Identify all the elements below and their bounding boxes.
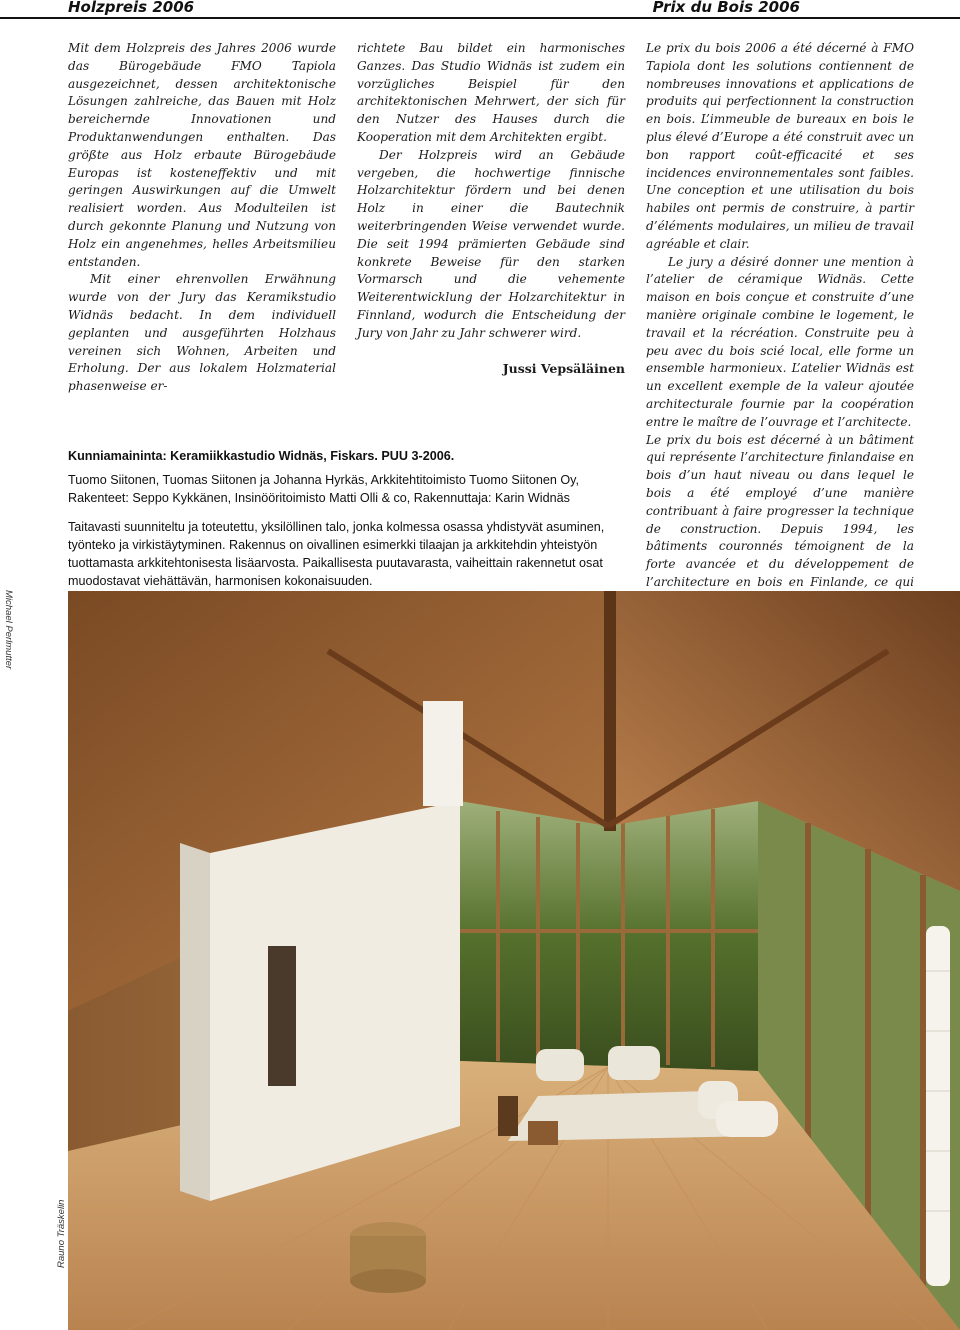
german-paragraph-2-start: Mit einer ehrenvollen Erwähnung wurde von der Jury das Keramikstudio Widnäs bedacht. In dem individuell geplanten und ausgeführten Holzhaus vereinen sich Wohnen, Arbeiten und Erholung. Der aus lokalem Holzmaterial phasenweise er- xyxy=(68,272,336,394)
header-title-fr: Prix du Bois 2006 xyxy=(652,0,800,16)
finnish-credits: Tuomo Siitonen, Tuomas Siitonen ja Johanna Hyrkäs, Arkkitehtitoimisto Tuomo Siitonen Oy, Rakenteet: Seppo Kykkänen, Insinööritoimisto Matti Olli & co, Rakennuttaja: Karin Widnäs xyxy=(68,472,579,505)
german-column-1 xyxy=(68,40,336,396)
finnish-body: Taitavasti suunniteltu ja toteutettu, yksilöllinen talo, jonka kolmessa osassa yhdistyvät asuminen, työnteko ja virkistäytyminen. Rakennus on oivallinen esimerkki tilaajan ja arkkitehdin yhteistyön tuottamasta arkkitehtonisesta lisäarvosta. Paikallisesta puutavarasta, vaiheittain rakennetut osat muodostavat viehättävän, harmonisen kokonaisuuden. xyxy=(68,520,605,588)
german-column-2 xyxy=(357,40,625,377)
photo-credit-top: Michael Perlmutter xyxy=(3,590,14,670)
interior-photo-illustration xyxy=(68,591,960,1330)
page-header xyxy=(0,0,960,19)
german-paragraph-2-end: richtete Bau bildet ein harmonisches Ganzes. Das Studio Widnäs ist zudem ein vorzügliches Beispiel für den architektonischen Mehrwert, der sich für den Nutzer des Hauses durch die Kooperation mit dem Architekten ergibt. xyxy=(357,41,625,144)
german-signature: Jussi Vepsäläinen xyxy=(502,360,625,376)
photo-credit-bottom: Rauno Träskelin xyxy=(56,1199,67,1268)
french-paragraph-1: Le prix du bois 2006 a été décerné à FMO Tapiola dont les solutions contiennent de nombreuses innovations et applications de produits qui perfectionnent la construction en bois. L’immeuble de bureaux en bois le plus élevé d’Europe a été construit avec un bon rapport coût-efficacité et ses incidences environnementales sont faibles. Une conception et une utilisation du bois habiles ont permis de construire, à partir d’éléments modulaires, un milieu de travail agréable et clair. xyxy=(646,41,914,251)
header-rule xyxy=(0,17,960,19)
finnish-title: Kunniamaininta: Keramiikkastudio Widnäs, Fiskars. PUU 3-2006. xyxy=(68,449,455,463)
french-paragraph-3: Le prix du bois est décerné à un bâtiment qui représente l’architecture finlandaise en bois d’un haut niveau ou dans lequel le bois a été employé d’une manière contribuant à faire progresser la technique de construction. Depuis 1994, les bâtiments couronnés témoignent de la forte avancée et du développement de l’architecture en bois en Finlande, ce qui xyxy=(646,432,914,589)
french-paragraph-2: Le jury a désiré donner une mention à l’atelier de céramique Widnäs. Cette maison en bois conçue et construite d’une manière originale combine le logement, le travail et la récréation. Construite peu à peu avec du bois scié local, elle forme un ensemble harmonieux. L’atelier Widnäs est un excellent exemple de la valeur ajoutée architecturale fournie par la coopération entre le maître de l’ouvrage et l’architecte. xyxy=(646,254,914,429)
german-paragraph-3: Der Holzpreis wird an Gebäude vergeben, die hochwertige finnische Holzarchitektur fördern und bei denen Holz in einer die Bautechnik weiterbringenden Weise verwendet wurde. Die seit 1994 prämierten Gebäude sind konkrete Beweise für den starken Vormarsch und die vehemente Weiterentwicklung der Holzarchitektur in Finnland, wodurch die Entscheidung der Jury von Jahr zu Jahr schwerer wird. xyxy=(357,147,625,340)
header-title-de: Holzpreis 2006 xyxy=(68,0,195,16)
german-paragraph-1: Mit dem Holzpreis des Jahres 2006 wurde das Bürogebäude FMO Tapiola ausgezeichnet, dessen architektonische Lösungen zahlreiche, das Bauen mit Holz bereichernde Innovationen und Produktanwendungen enthalten. Das größte aus Holz erbaute Bürogebäude Europas ist kosteneffektiv und mit geringen Auswirkungen auf die Umwelt realisiert worden. Aus Modulteilen ist durch gekonnte Planung und Nutzung von Holz ein angenehmes, helles Arbeitsmilieu entstanden. xyxy=(68,41,336,269)
finnish-section xyxy=(68,448,616,591)
french-column xyxy=(646,40,914,662)
interior-photo xyxy=(68,591,960,1330)
